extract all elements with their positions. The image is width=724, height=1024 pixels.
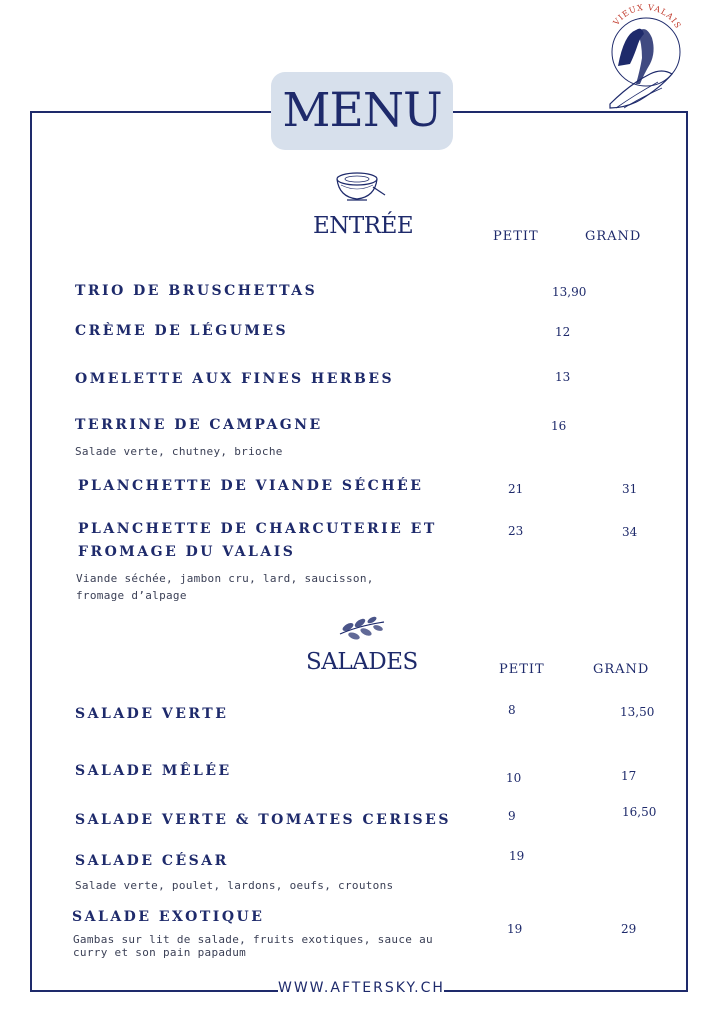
col-head-petit: PETIT xyxy=(493,229,539,244)
price-petit: 23 xyxy=(508,524,524,538)
menu-item-desc-line1: Viande séchée, jambon cru, lard, saucisson, xyxy=(76,572,374,585)
price-grand: 17 xyxy=(621,769,637,783)
menu-item-desc-line2: fromage d’alpage xyxy=(76,589,187,602)
price-petit: 19 xyxy=(509,849,525,863)
menu-item-name: SALADE EXOTIQUE xyxy=(72,909,265,925)
section-title-entree: ENTRÉE xyxy=(313,213,414,239)
soup-bowl-icon xyxy=(333,167,387,205)
ibex-logo-icon xyxy=(600,4,690,114)
menu-item-name: TERRINE DE CAMPAGNE xyxy=(75,417,323,433)
price-petit: 12 xyxy=(555,325,571,339)
menu-item-desc: Salade verte, chutney, brioche xyxy=(75,445,283,458)
col-head-grand: GRAND xyxy=(585,229,642,244)
menu-item-name: SALADE VERTE xyxy=(75,706,229,722)
price-petit: 13 xyxy=(555,370,571,384)
price-grand: 16,50 xyxy=(622,805,657,819)
price-grand: 34 xyxy=(622,525,638,539)
menu-item-name-line2: FROMAGE DU VALAIS xyxy=(78,544,296,560)
menu-item-name: CRÈME DE LÉGUMES xyxy=(75,323,289,339)
menu-item-name: PLANCHETTE DE VIANDE SÉCHÉE xyxy=(78,478,424,494)
svg-text:VIEUX VALAIS xyxy=(611,4,683,31)
menu-item-name: OMELETTE AUX FINES HERBES xyxy=(75,371,395,387)
menu-item-name: SALADE CÉSAR xyxy=(75,853,229,869)
price-petit: 16 xyxy=(551,419,567,433)
menu-item-desc-line2: curry et son pain papadum xyxy=(73,946,247,959)
price-petit: 21 xyxy=(508,482,524,496)
olive-branch-icon xyxy=(338,614,386,642)
menu-title: MENU xyxy=(271,72,453,150)
menu-item-desc-line1: Gambas sur lit de salade, fruits exotiques, sauce au xyxy=(73,933,433,946)
menu-item-name: TRIO DE BRUSCHETTAS xyxy=(75,283,318,299)
menu-item-name-line1: PLANCHETTE DE CHARCUTERIE ET xyxy=(78,521,437,537)
price-petit: 10 xyxy=(506,771,522,785)
website-link[interactable]: WWW.AFTERSKY.CH xyxy=(278,980,445,996)
price-petit: 9 xyxy=(508,809,516,823)
price-grand: 31 xyxy=(622,482,638,496)
price-petit: 8 xyxy=(508,703,516,717)
price-grand: 29 xyxy=(621,922,637,936)
menu-item-name: SALADE MÊLÉE xyxy=(75,763,232,779)
price-grand: 13,50 xyxy=(620,705,655,719)
logo-text: VIEUX VALAIS xyxy=(611,4,683,31)
menu-item-desc: Salade verte, poulet, lardons, oeufs, croutons xyxy=(75,879,394,892)
price-petit: 19 xyxy=(507,922,523,936)
col-head-grand: GRAND xyxy=(593,662,650,677)
col-head-petit: PETIT xyxy=(499,662,545,677)
price-petit: 13,90 xyxy=(552,285,587,299)
menu-item-name: SALADE VERTE & TOMATES CERISES xyxy=(75,812,451,828)
section-title-salades: SALADES xyxy=(306,649,418,675)
